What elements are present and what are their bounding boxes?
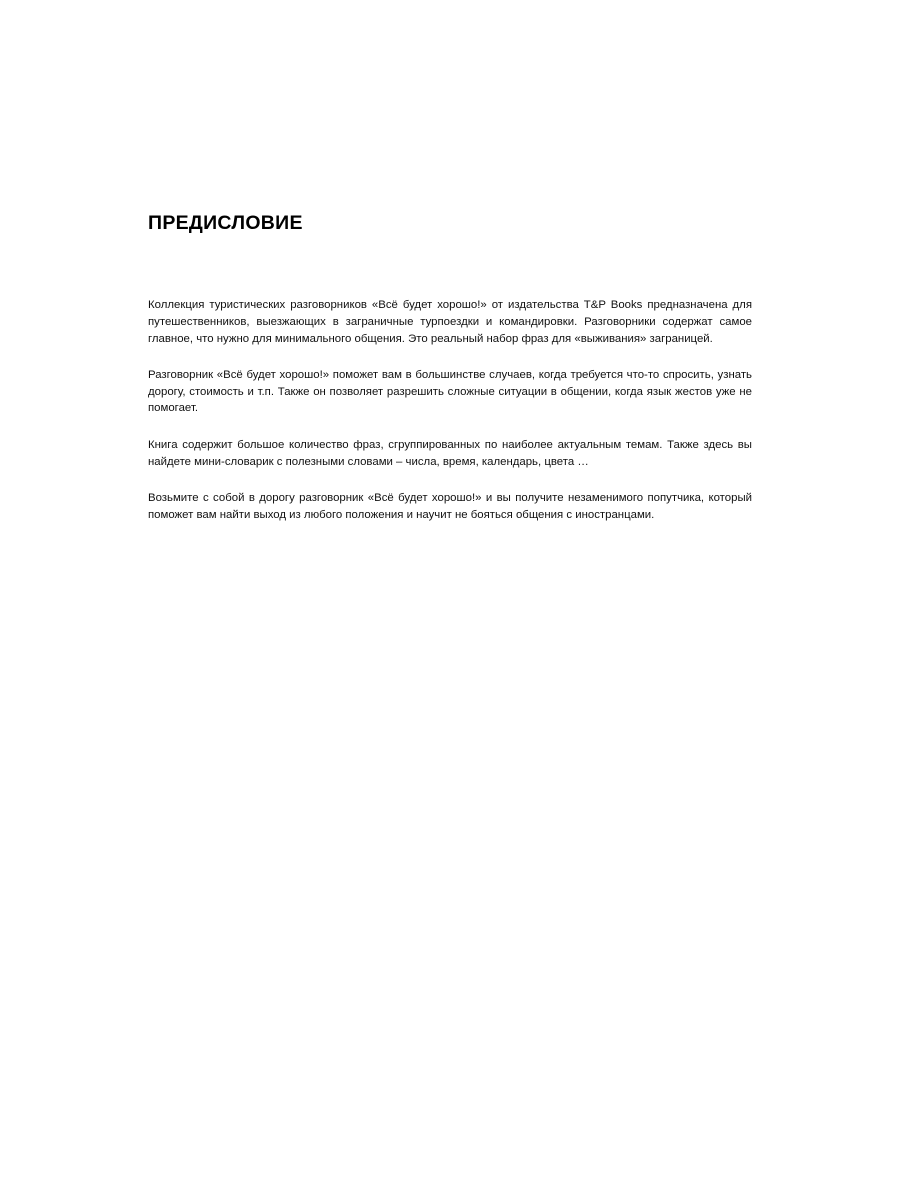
paragraph-2: Разговорник «Всё будет хорошо!» поможет вам в большинстве случаев, когда требуется что-то спросить, узнать дорогу, стоимость и т.п. Также он позволяет разрешить сложные ситуации в общении, когда язык жестов уже не помогает. xyxy=(148,369,752,415)
paragraph-4: Возьмите с собой в дорогу разговорник «Всё будет хорошо!» и вы получите незаменимого попутчика, который поможет вам найти выход из любого положения и научит не бояться общения с иностранцами. xyxy=(148,492,752,521)
paragraph-1: Коллекция туристических разговорников «Всё будет хорошо!» от издательства T&P Books предназначена для путешественников, выезжающих в заграничные турпоездки и командировки. Разговорники содержат самое главное, что нужно для минимального общения. Это реальный набор фраз для «выживания» заграницей. xyxy=(148,299,752,345)
page-title: ПРЕДИСЛОВИЕ xyxy=(148,212,303,234)
page-content xyxy=(148,212,752,523)
paragraph-3: Книга содержит большое количество фраз, сгруппированных по наиболее актуальным темам. Также здесь вы найдете мини-словарик с полезными словами – числа, время, календарь, цвета … xyxy=(148,438,752,468)
